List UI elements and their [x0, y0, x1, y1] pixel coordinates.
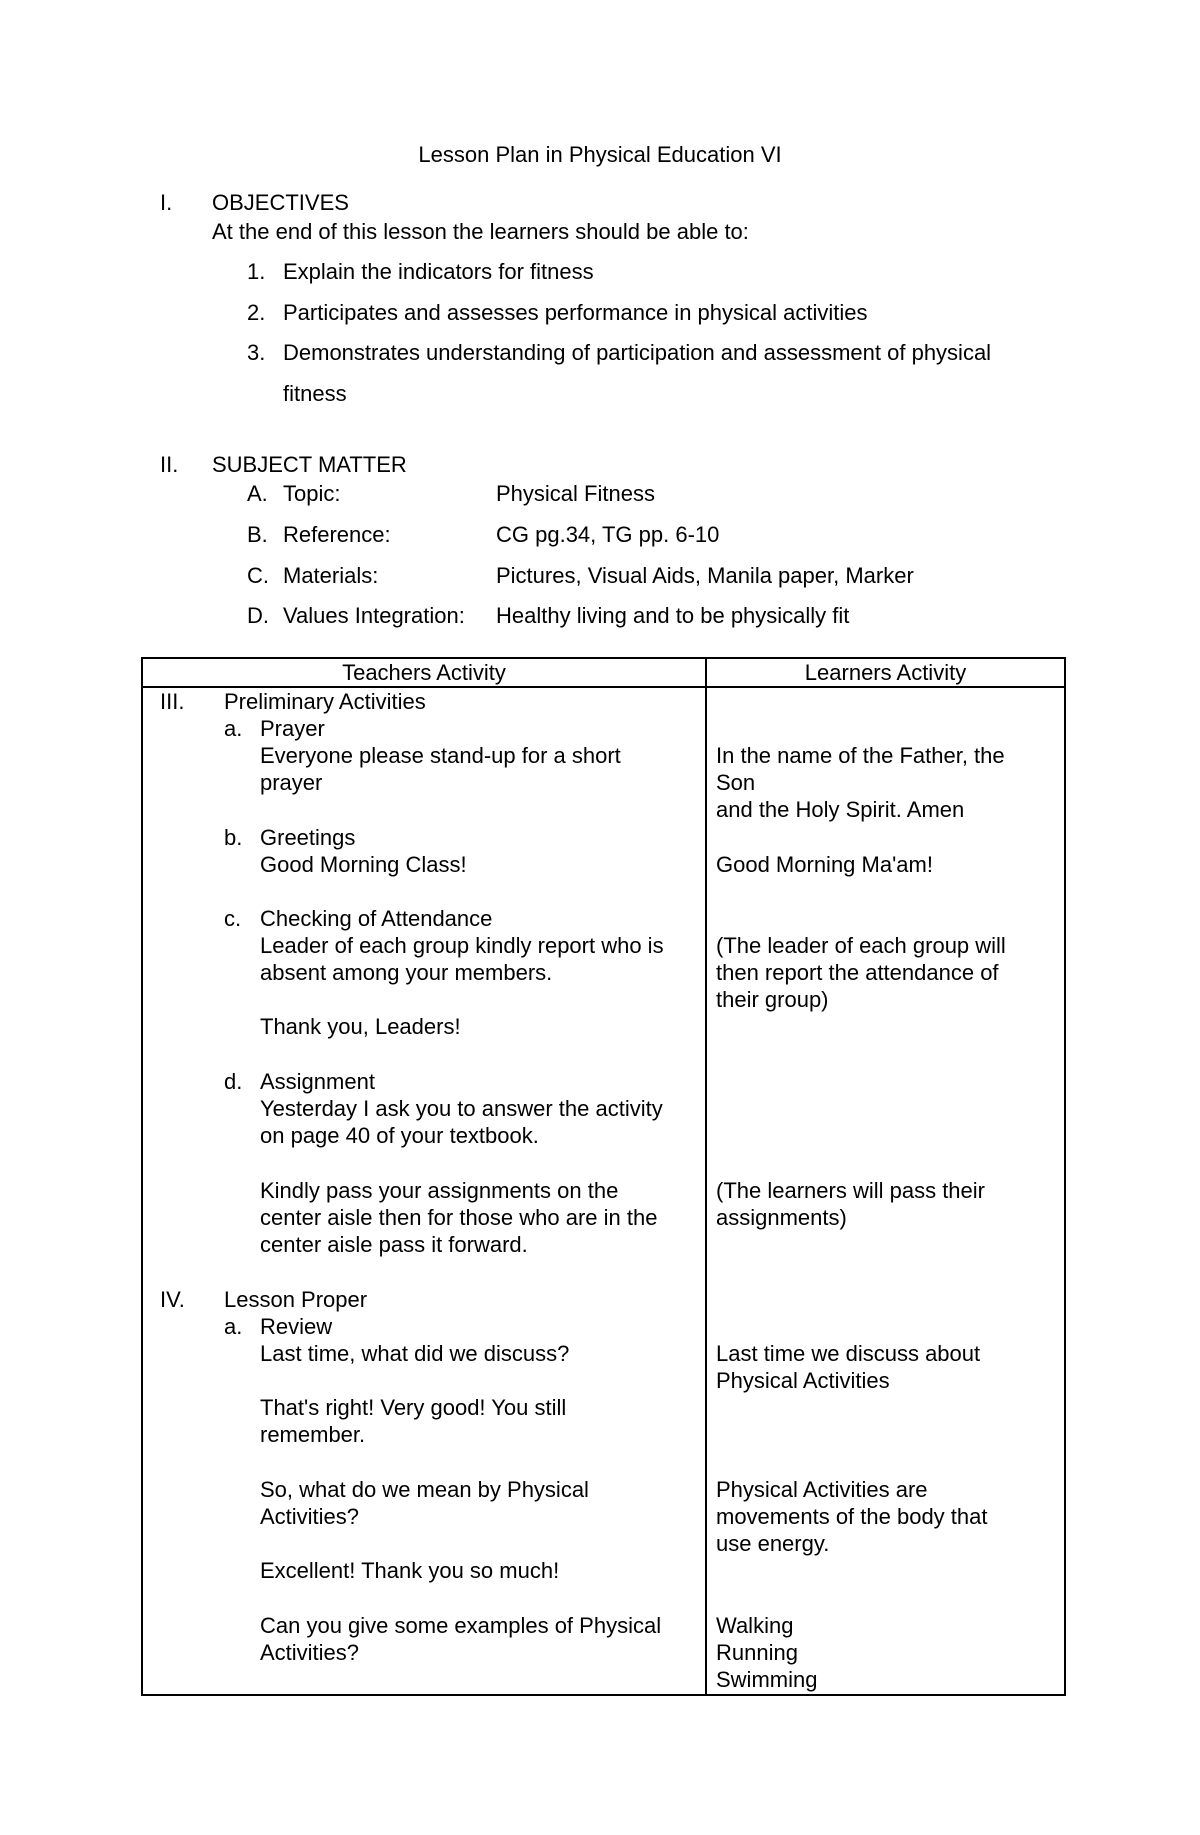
learner-line: Physical Activities	[716, 1368, 890, 1393]
teacher-line: Excellent! Thank you so much!	[260, 1558, 560, 1583]
learner-line: Running	[716, 1640, 798, 1665]
activities-table	[141, 657, 1066, 1696]
teacher-line: Activities?	[260, 1504, 360, 1529]
teacher-line: prayer	[260, 770, 323, 795]
objective-item: Explain the indicators for fitness	[283, 259, 594, 284]
section-numeral: III.	[160, 689, 185, 714]
section-numeral: IV.	[160, 1287, 185, 1312]
subject-matter-numeral: II.	[160, 452, 179, 477]
teacher-line: on page 40 of your textbook.	[260, 1123, 539, 1148]
item-heading: Review	[260, 1314, 333, 1339]
subject-value: CG pg.34, TG pp. 6-10	[496, 522, 720, 547]
item-heading: Greetings	[260, 825, 356, 850]
subject-label: Topic:	[283, 481, 341, 506]
item-letter: c.	[224, 906, 242, 931]
teacher-line: Leader of each group kindly report who is	[260, 933, 664, 958]
learner-line: Son	[716, 770, 756, 795]
teacher-line: Thank you, Leaders!	[260, 1014, 461, 1039]
learner-line: Last time we discuss about	[716, 1341, 981, 1366]
teacher-line: Everyone please stand-up for a short	[260, 743, 621, 768]
teacher-line: Activities?	[260, 1640, 360, 1665]
teacher-line: center aisle pass it forward.	[260, 1232, 528, 1257]
objectives-intro: At the end of this lesson the learners should be able to:	[212, 219, 749, 244]
subject-label: Materials:	[283, 563, 379, 588]
teacher-line: Can you give some examples of Physical	[260, 1613, 662, 1638]
learner-line: Good Morning Ma'am!	[716, 852, 933, 877]
teachers-activity-header: Teachers Activity	[142, 658, 706, 687]
subject-matter-heading: SUBJECT MATTER	[212, 452, 407, 477]
objective-item-continuation: fitness	[283, 381, 347, 406]
item-letter: d.	[224, 1069, 243, 1094]
teacher-column	[142, 687, 706, 1695]
section-heading: Lesson Proper	[224, 1287, 368, 1312]
learner-line: (The learners will pass their	[716, 1178, 985, 1203]
learner-line: Walking	[716, 1613, 794, 1638]
subject-letter: C.	[247, 563, 269, 588]
teacher-line: That's right! Very good! You still	[260, 1395, 567, 1420]
learner-line: their group)	[716, 987, 829, 1012]
subject-value: Physical Fitness	[496, 481, 655, 506]
objective-number: 2.	[247, 300, 266, 325]
learner-line: (The leader of each group will	[716, 933, 1006, 958]
learner-line: Physical Activities are	[716, 1477, 928, 1502]
teacher-line: Yesterday I ask you to answer the activity	[260, 1096, 663, 1121]
learner-line: use energy.	[716, 1531, 830, 1556]
item-letter: a.	[224, 1314, 243, 1339]
teacher-line: So, what do we mean by Physical	[260, 1477, 589, 1502]
subject-label: Values Integration:	[283, 603, 465, 628]
learner-line: Swimming	[716, 1667, 818, 1692]
learners-activity-header: Learners Activity	[706, 658, 1065, 687]
learner-line: and the Holy Spirit. Amen	[716, 797, 965, 822]
subject-label: Reference:	[283, 522, 391, 547]
learner-line: In the name of the Father, the	[716, 743, 1005, 768]
teacher-line: Kindly pass your assignments on the	[260, 1178, 619, 1203]
objective-item: Participates and assesses performance in physical activities	[283, 300, 868, 325]
item-heading: Checking of Attendance	[260, 906, 493, 931]
table-row	[142, 687, 1065, 1695]
teacher-line: absent among your members.	[260, 960, 553, 985]
subject-letter: B.	[247, 522, 268, 547]
learner-line: movements of the body that	[716, 1504, 988, 1529]
subject-value: Pictures, Visual Aids, Manila paper, Marker	[496, 563, 914, 588]
learner-column	[706, 687, 1065, 1695]
teacher-line: Good Morning Class!	[260, 852, 467, 877]
learner-line: assignments)	[716, 1205, 847, 1230]
subject-letter: D.	[247, 603, 269, 628]
objective-item: Demonstrates understanding of participation and assessment of physical	[283, 340, 992, 365]
learner-line: then report the attendance of	[716, 960, 999, 985]
objective-number: 1.	[247, 259, 266, 284]
objective-number: 3.	[247, 340, 266, 365]
item-heading: Assignment	[260, 1069, 375, 1094]
item-letter: a.	[224, 716, 243, 741]
section-heading: Preliminary Activities	[224, 689, 426, 714]
table-header-row	[142, 658, 1065, 687]
objectives-heading: OBJECTIVES	[212, 190, 349, 215]
teacher-line: Last time, what did we discuss?	[260, 1341, 570, 1366]
teacher-line: remember.	[260, 1422, 366, 1447]
item-letter: b.	[224, 825, 243, 850]
subject-value: Healthy living and to be physically fit	[496, 603, 850, 628]
objectives-numeral: I.	[160, 190, 173, 215]
subject-letter: A.	[247, 481, 268, 506]
page-title: Lesson Plan in Physical Education VI	[418, 142, 782, 167]
teacher-line: center aisle then for those who are in the	[260, 1205, 658, 1230]
item-heading: Prayer	[260, 716, 325, 741]
